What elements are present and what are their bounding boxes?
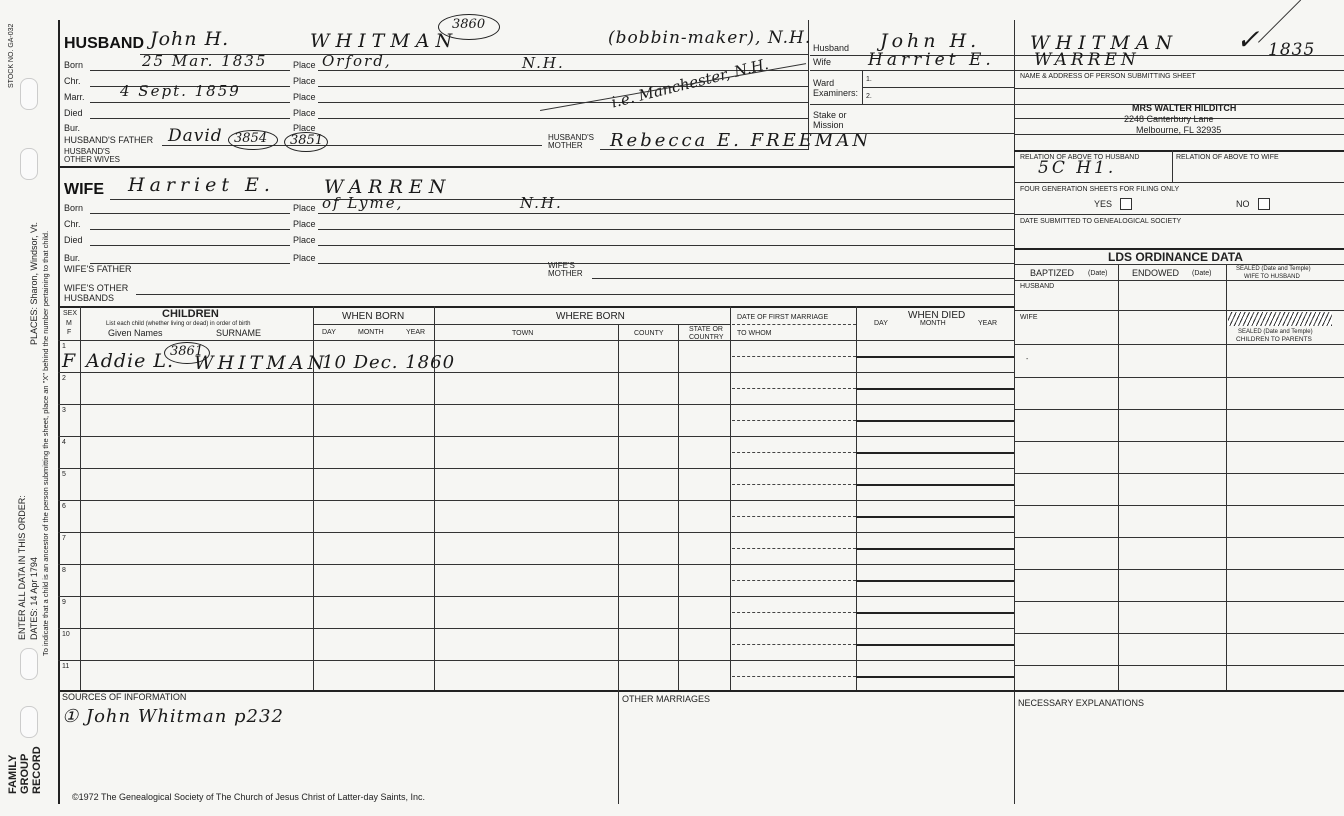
right-panel-border [1014, 20, 1015, 804]
husbands-other-wives-label: HUSBAND'S [64, 147, 110, 156]
lds-row-line [1014, 569, 1344, 570]
dates-instruction: DATES: 14 Apr 1794 [29, 557, 39, 640]
died-line [856, 388, 1014, 390]
marriage-dash [732, 548, 856, 549]
county-label: COUNTY [634, 330, 664, 337]
wifes-mother-label: MOTHER [548, 269, 583, 278]
husband-marr-place: i.e. Manchester, N.H. [609, 55, 771, 112]
born-date-line [90, 70, 290, 71]
other-marriages-divider [618, 690, 619, 804]
binder-hole [20, 78, 38, 110]
row-number: 2 [62, 375, 66, 382]
r-wife-label: Wife [813, 57, 831, 67]
row-line [58, 404, 1014, 405]
yes-label: YES [1094, 199, 1113, 209]
husband-marr-date: 4 Sept. 1859 [120, 82, 241, 100]
binder-hole [20, 148, 38, 180]
lds-wife-label: WIFE [1020, 314, 1038, 321]
wife-born-date-line [90, 213, 290, 214]
wife-died-place-line [318, 245, 1014, 246]
wife-born-place-line [318, 213, 1014, 214]
sex-label: SEX [63, 310, 78, 317]
col-marriage [730, 306, 731, 690]
husbands-father-id: 3854 [234, 131, 268, 146]
lds-heading-bottom [1014, 264, 1344, 265]
row-line [58, 628, 1014, 629]
form-title-line: RECORD [31, 746, 43, 794]
relation-divider [1172, 150, 1173, 182]
child1-born: 10 Dec. 1860 [322, 352, 456, 373]
died-line [856, 420, 1014, 422]
four-gen-bottom [1014, 214, 1344, 215]
husband-id: 3860 [452, 17, 486, 32]
ancestor-instruction: To indicate that a child is an ancestor of the person submitting the sheet, place an "X" behind the number pertaining to that child. [41, 230, 50, 656]
row-line [58, 500, 1014, 501]
wife-born-place: of Lyme, [322, 194, 404, 212]
lds-row-line [1014, 633, 1344, 634]
row-line [58, 468, 1014, 469]
died-date-line [90, 118, 290, 119]
wife-given-name: Harriet E. [128, 174, 275, 196]
to-whom-label: TO WHOM [737, 330, 772, 337]
place-label: Place [293, 76, 316, 86]
r-wife-name: Harriet E. [868, 50, 995, 70]
husbands-father-name: David [168, 126, 223, 146]
wifes-father-label: WIFE'S FATHER [64, 264, 132, 274]
born-label: Born [64, 203, 84, 213]
marriage-dash [732, 452, 856, 453]
row-number: 1 [62, 343, 66, 350]
place-label: Place [293, 108, 316, 118]
died-line [856, 580, 1014, 582]
child1-id: 3861 [170, 344, 204, 359]
examiner-split [862, 87, 1014, 88]
first-marriage-dash [732, 324, 856, 325]
died-line [856, 548, 1014, 550]
sealed-wife-label: SEALED (Date and Temple) [1236, 266, 1311, 272]
marriage-dash [732, 612, 856, 613]
given-names-label: Given Names [108, 328, 163, 338]
wife-died-line [90, 245, 290, 246]
examiner-1: 1. [866, 76, 872, 83]
submitter-street: 2248 Canterbury Lane [1124, 114, 1214, 124]
husbands-father-label: HUSBAND'S FATHER [64, 135, 154, 145]
binder-hole [20, 648, 38, 680]
baptized-label: BAPTIZED [1030, 268, 1075, 278]
wifes-other-husbands-label: WIFE'S OTHER [64, 283, 129, 293]
row-number: 11 [62, 663, 70, 670]
children-table-bottom [58, 690, 1344, 692]
died-line [856, 356, 1014, 358]
stake-label: Stake or [813, 110, 847, 120]
died-line [856, 676, 1014, 678]
town-label: TOWN [512, 330, 534, 337]
lds-col-1 [1118, 264, 1119, 690]
col-state [678, 324, 679, 690]
lds-husband-bottom [1014, 310, 1344, 311]
marr-place-line [318, 102, 808, 103]
lds-husband-label: HUSBAND [1020, 283, 1055, 290]
died-place-line [318, 118, 808, 119]
lds-row-line [1014, 601, 1344, 602]
lds-row-line [1014, 344, 1344, 345]
month-label: MONTH [358, 329, 384, 336]
row-number: 3 [62, 407, 66, 414]
pen-stroke [1258, 0, 1301, 43]
husband-born-state: N.H. [522, 54, 565, 72]
relation-bottom [1014, 182, 1344, 183]
where-born-heading: WHERE BORN [556, 311, 625, 322]
check-mark-icon: ✓ [1236, 23, 1260, 56]
lds-row-line [1014, 377, 1344, 378]
first-marriage-label: DATE OF FIRST MARRIAGE [737, 314, 829, 321]
col-county [618, 324, 619, 690]
marriage-dash [732, 580, 856, 581]
examiners-label: Examiners: [813, 88, 859, 98]
places-instruction: PLACES: Sharon, Windsor, Vt. [29, 221, 39, 345]
husband-surname: WHITMAN [310, 30, 459, 52]
wife-mother-line [592, 278, 1014, 279]
marriage-dash [732, 484, 856, 485]
col-sex [80, 306, 81, 690]
wife-born-state: N.H. [520, 194, 563, 212]
relation-value: 5C H1. [1038, 158, 1117, 178]
day-label: DAY [322, 329, 336, 336]
form-title-line: GROUP [19, 753, 31, 794]
chr-label: Chr. [64, 219, 81, 229]
source-entry: ① John Whitman p232 [62, 706, 284, 727]
wifes-mother-label: WIFE'S [548, 261, 575, 270]
died-label: Died [64, 235, 83, 245]
country-label: COUNTRY [689, 334, 724, 341]
died-line [856, 644, 1014, 646]
husband-section-bottom [58, 166, 1014, 168]
marriage-dash [732, 644, 856, 645]
when-died-heading: WHEN DIED [908, 310, 966, 321]
husband-born-place: Orford, [322, 52, 392, 70]
chr-label: Chr. [64, 76, 81, 86]
marriage-dash [732, 516, 856, 517]
wife-chr-line [90, 229, 290, 230]
binder-hole [20, 706, 38, 738]
year-label: YEAR [978, 320, 998, 327]
f-label: F [67, 329, 72, 336]
yes-checkbox[interactable] [1120, 198, 1132, 210]
husband-born-date: 25 Mar. 1835 [142, 52, 268, 70]
when-born-sub-line [313, 324, 434, 325]
children-heading: CHILDREN [162, 308, 219, 320]
marriage-dash [732, 388, 856, 389]
chr-place-line [318, 86, 808, 87]
wife-bur-place-line [318, 263, 1014, 264]
marr-date-line [90, 102, 290, 103]
place-label: Place [293, 203, 316, 213]
r-wife-line [810, 70, 1344, 71]
row-number: 9 [62, 599, 66, 606]
row-number: 7 [62, 535, 66, 542]
stock-number: STOCK NO. GA-032 [8, 23, 15, 88]
row-line [58, 596, 1014, 597]
lds-row-line [1014, 473, 1344, 474]
row-line [58, 564, 1014, 565]
row-line [58, 532, 1014, 533]
col-when-died [856, 306, 857, 690]
relation-husband-label: RELATION OF ABOVE TO HUSBAND [1020, 154, 1140, 161]
where-born-sub-line [434, 324, 730, 325]
date-submitted-label: DATE SUBMITTED TO GENEALOGICAL SOCIETY [1020, 218, 1182, 225]
place-label: Place [293, 60, 316, 70]
died-line [856, 484, 1014, 486]
marr-label: Marr. [64, 92, 85, 102]
copyright: ©1972 The Genealogical Society of The Church of Jesus Christ of Latter-day Saints, Inc. [72, 792, 425, 802]
husbands-mother-label: MOTHER [548, 141, 583, 150]
wife-chr-place-line [318, 229, 1014, 230]
baptized-date-label: (Date) [1088, 270, 1108, 277]
husband-heading: HUSBAND [64, 35, 144, 52]
examiners-bottom [810, 104, 1014, 105]
husbands-mother-label: HUSBAND'S [548, 133, 594, 142]
sealed-children-label: CHILDREN TO PARENTS [1236, 336, 1312, 343]
no-label: NO [1236, 199, 1250, 209]
husband-given-name: John H. [150, 28, 230, 50]
row-line [58, 660, 1014, 661]
born-label: Born [64, 60, 84, 70]
no-checkbox[interactable] [1258, 198, 1270, 210]
child1-sex: F [62, 350, 77, 372]
four-gen-label: FOUR GENERATION SHEETS FOR FILING ONLY [1020, 186, 1180, 193]
died-label: Died [64, 108, 83, 118]
row-number: 5 [62, 471, 66, 478]
lds-row-line [1014, 665, 1344, 666]
wife-heading: WIFE [64, 181, 104, 198]
stake-bottom [810, 133, 1014, 134]
place-label: Place [293, 219, 316, 229]
marriage-dash [732, 420, 856, 421]
ward-label: Ward [813, 78, 835, 88]
sources-label: SOURCES OF INFORMATION [62, 692, 187, 702]
children-note: List each child (whether living or dead) in order of birth [106, 321, 251, 327]
state-or-label: STATE OR [689, 326, 723, 333]
m-label: M [66, 320, 72, 327]
died-line [856, 612, 1014, 614]
place-label: Place [293, 235, 316, 245]
lds-heading: LDS ORDINANCE DATA [1108, 250, 1243, 264]
child1-given-name: Addie L. [86, 350, 175, 372]
form-left-border [58, 20, 60, 804]
place-label: Place [293, 123, 316, 133]
lds-col-2 [1226, 264, 1227, 690]
enter-data-instruction: ENTER ALL DATA IN THIS ORDER: [17, 495, 27, 640]
form-title-line: FAMILY [7, 754, 19, 794]
r-husband-label: Husband [813, 43, 850, 53]
necessary-explanations-label: NECESSARY EXPLANATIONS [1018, 698, 1145, 708]
row-number: 8 [62, 567, 66, 574]
died-line [856, 516, 1014, 518]
mission-label: Mission [813, 120, 844, 130]
endowed-label: ENDOWED [1132, 268, 1179, 278]
lds-row-line [1014, 505, 1344, 506]
bur-label: Bur. [64, 123, 81, 133]
row-line [58, 436, 1014, 437]
child1-surname: WHITMAN [194, 352, 329, 374]
other-marriages-label: OTHER MARRIAGES [622, 694, 711, 704]
marriage-dash [732, 676, 856, 677]
row-number: 6 [62, 503, 66, 510]
relation-wife-label: RELATION OF ABOVE TO WIFE [1176, 154, 1279, 161]
r-year: 1835 [1268, 40, 1316, 60]
place-label: Place [293, 92, 316, 102]
year-label: YEAR [406, 329, 426, 336]
husbands-father-id2: 3851 [290, 133, 324, 148]
month-label: MONTH [920, 320, 946, 327]
husbands-other-wives-label: OTHER WIVES [64, 155, 121, 164]
lds-sub-header-line [1014, 280, 1344, 281]
wife-other-line [136, 294, 1014, 295]
name-address-label: NAME & ADDRESS OF PERSON SUBMITTING SHEET [1020, 73, 1196, 80]
examiner-2: 2. [866, 93, 872, 100]
lds-row-line [1014, 409, 1344, 410]
sealed-children-label: SEALED (Date and Temple) [1238, 329, 1313, 335]
day-label: DAY [874, 320, 888, 327]
place-label: Place [293, 253, 316, 263]
addr-bottom [1014, 150, 1344, 152]
r-husband-surname: WHITMAN [1030, 32, 1179, 54]
hatch-area [1228, 312, 1332, 326]
lds-row-line [1014, 537, 1344, 538]
addr-line [1014, 88, 1344, 89]
submitter-name: MRS WALTER HILDITCH [1132, 103, 1237, 113]
children-header-bottom [58, 340, 1014, 341]
endowed-date-label: (Date) [1192, 270, 1212, 277]
lds-row-line [1014, 441, 1344, 442]
wife-surname: WARREN [324, 176, 452, 198]
surname-label: SURNAME [216, 328, 262, 338]
husbands-mother-name: Rebecca E. FREEMAN [610, 130, 872, 151]
submitter-city: Melbourne, FL 32935 [1136, 125, 1222, 135]
lds-wife-dash: - [1026, 356, 1029, 363]
wifes-other-husbands-label: HUSBANDS [64, 293, 115, 303]
row-number: 4 [62, 439, 66, 446]
r-husband-name: John H. [880, 30, 981, 52]
sealed-wife-label: WIFE TO HUSBAND [1244, 274, 1300, 280]
marriage-dash [732, 356, 856, 357]
husband-occupation: (bobbin-maker), N.H. [608, 28, 812, 48]
bur-label: Bur. [64, 253, 81, 263]
when-born-heading: WHEN BORN [342, 311, 405, 322]
row-number: 10 [62, 631, 70, 638]
r-wife-surname: WARREN [1034, 50, 1140, 70]
died-line [856, 452, 1014, 454]
